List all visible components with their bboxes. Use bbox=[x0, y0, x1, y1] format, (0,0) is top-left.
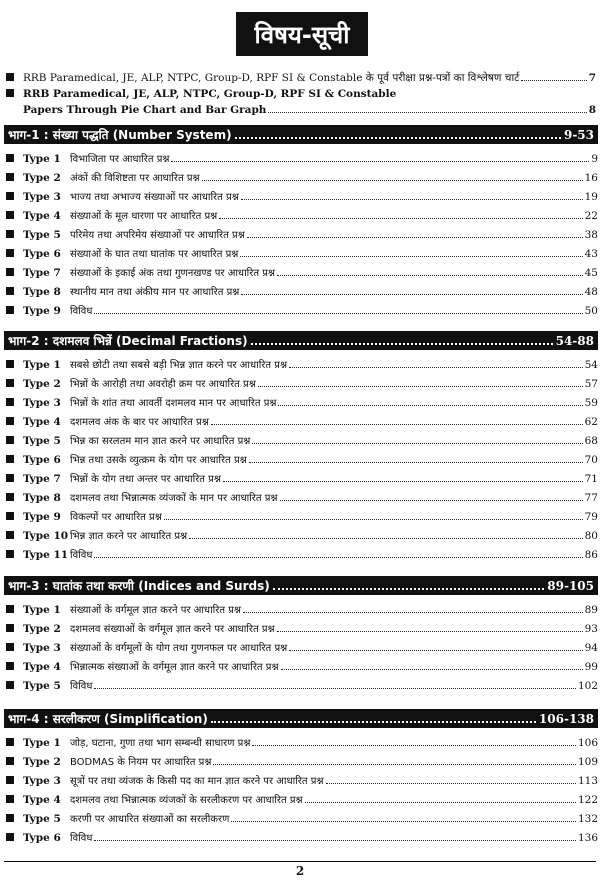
bullet-square-icon bbox=[6, 605, 14, 613]
toc-page: 93 bbox=[584, 623, 598, 635]
toc-type: Type 5 bbox=[23, 813, 61, 825]
leader-dots bbox=[94, 550, 582, 558]
toc-desc: सबसे छोटी तथा सबसे बड़ी भिन्न ज्ञात करने पर आधारित प्रश्न bbox=[70, 360, 288, 371]
toc-row bbox=[4, 470, 598, 489]
toc-desc: संख्याओं के घात तथा घातांक पर आधारित प्रश्न bbox=[70, 249, 239, 260]
toc-row bbox=[4, 413, 598, 432]
leader-dots bbox=[281, 662, 583, 670]
toc-page: 48 bbox=[584, 286, 598, 298]
bullet-square-icon bbox=[6, 306, 14, 314]
toc-row bbox=[4, 356, 598, 375]
leader-dots bbox=[202, 173, 583, 181]
toc-page: 109 bbox=[577, 756, 598, 768]
toc-page: 50 bbox=[584, 305, 598, 317]
toc-row bbox=[4, 772, 598, 791]
toc-page: 70 bbox=[584, 454, 598, 466]
toc-type: Type 1 bbox=[23, 153, 61, 165]
leader-dots bbox=[258, 379, 583, 387]
leader-dots bbox=[240, 249, 582, 257]
toc-row bbox=[4, 677, 598, 696]
section-title: भाग-2 : दशमलव भिन्नें (Decimal Fractions) bbox=[8, 334, 248, 348]
toc-page: 59 bbox=[584, 397, 598, 409]
toc-type: Type 2 bbox=[23, 623, 61, 635]
toc-row bbox=[4, 375, 598, 394]
toc-page: 136 bbox=[577, 832, 598, 844]
leader-dots bbox=[326, 776, 576, 784]
toc-page: 62 bbox=[584, 416, 598, 428]
section-title: भाग-3 : घातांक तथा करणी (Indices and Surds) bbox=[8, 579, 270, 593]
toc-type: Type 3 bbox=[23, 642, 61, 654]
toc-page: 132 bbox=[577, 813, 598, 825]
toc-type: Type 3 bbox=[23, 775, 61, 787]
leader-dots bbox=[251, 336, 553, 345]
toc-type: Type 6 bbox=[23, 454, 61, 466]
toc-desc: भिन्नों के योग तथा अन्तर पर आधारित प्रश्न bbox=[70, 474, 221, 485]
toc-row bbox=[4, 169, 598, 188]
toc-type: Type 2 bbox=[23, 756, 61, 768]
toc-page: 113 bbox=[577, 775, 598, 787]
leader-dots bbox=[189, 531, 583, 539]
toc-desc: दशमलव तथा भिन्नात्मक व्यंजकों के मान पर आधारित प्रश्न bbox=[70, 493, 278, 504]
leader-dots bbox=[305, 795, 576, 803]
leader-dots bbox=[219, 211, 582, 219]
toc-page: 68 bbox=[584, 435, 598, 447]
toc-desc: विविध bbox=[70, 306, 93, 317]
leader-dots bbox=[243, 605, 583, 613]
toc-type: Type 6 bbox=[23, 248, 61, 260]
toc-desc: विविध bbox=[70, 550, 93, 561]
bullet-square-icon bbox=[6, 173, 14, 181]
bullet-square-icon bbox=[6, 550, 14, 558]
toc-type: Type 9 bbox=[23, 305, 61, 317]
section-title: भाग-4 : सरलीकरण (Simplification) bbox=[8, 712, 208, 726]
leader-dots bbox=[252, 738, 576, 746]
leader-dots bbox=[249, 455, 583, 463]
section-range: 89-105 bbox=[547, 578, 594, 593]
toc-row bbox=[4, 283, 598, 302]
bullet-square-icon bbox=[6, 211, 14, 219]
leader-dots bbox=[94, 833, 576, 841]
toc-row bbox=[4, 394, 598, 413]
toc-type: Type 5 bbox=[23, 435, 61, 447]
section-header bbox=[4, 709, 598, 728]
bullet-square-icon bbox=[6, 662, 14, 670]
intro-page: 8 bbox=[588, 104, 596, 116]
toc-type: Type 6 bbox=[23, 832, 61, 844]
section-range: 9-53 bbox=[563, 127, 594, 142]
leader-dots bbox=[280, 493, 583, 501]
toc-desc: संख्याओं के इकाई अंक तथा गुणनखण्ड पर आधारित प्रश्न bbox=[70, 268, 275, 279]
bullet-square-icon bbox=[6, 230, 14, 238]
toc-page: 102 bbox=[577, 680, 598, 692]
intro-page: 7 bbox=[588, 72, 596, 84]
toc-desc: भाज्य तथा अभाज्य संख्याओं पर आधारित प्रश्न bbox=[70, 192, 239, 203]
section-decimal-fractions bbox=[4, 331, 598, 565]
toc-desc: संख्याओं के वर्गमूल ज्ञात करने पर आधारित प्रश्न bbox=[70, 605, 241, 616]
leader-dots bbox=[241, 192, 583, 200]
bullet-square-icon bbox=[6, 624, 14, 632]
leader-dots bbox=[521, 73, 586, 81]
section-header bbox=[4, 576, 598, 595]
toc-desc: जोड़, घटाना, गुणा तथा भाग सम्बन्धी साधारण प्रश्न bbox=[70, 738, 251, 749]
toc-page: 122 bbox=[577, 794, 598, 806]
toc-page: 19 bbox=[584, 191, 598, 203]
toc-desc: संख्याओं के वर्गमूलों के योग तथा गुणनफल पर आधारित प्रश्न bbox=[70, 643, 288, 654]
toc-row bbox=[4, 753, 598, 772]
leader-dots bbox=[171, 154, 589, 162]
toc-row bbox=[4, 150, 598, 169]
toc-type: Type 4 bbox=[23, 416, 61, 428]
toc-desc: भिन्न ज्ञात करने पर आधारित प्रश्न bbox=[70, 531, 188, 542]
toc-desc: दशमलव संख्याओं के वर्गमूल ज्ञात करने पर आधारित प्रश्न bbox=[70, 624, 275, 635]
toc-page: 94 bbox=[584, 642, 598, 654]
toc-type: Type 1 bbox=[23, 604, 61, 616]
leader-dots bbox=[213, 757, 576, 765]
leader-dots bbox=[94, 681, 576, 689]
section-simplification bbox=[4, 709, 598, 848]
toc-row bbox=[4, 226, 598, 245]
toc-desc: विविध bbox=[70, 833, 93, 844]
bullet-square-icon bbox=[6, 379, 14, 387]
bullet-square-icon bbox=[6, 531, 14, 539]
bullet-square-icon bbox=[6, 833, 14, 841]
toc-type: Type 4 bbox=[23, 661, 61, 673]
toc-page: 54 bbox=[584, 359, 598, 371]
toc-type: Type 1 bbox=[23, 737, 61, 749]
toc-desc: परिमेय तथा अपरिमेय संख्याओं पर आधारित प्रश्न bbox=[70, 230, 245, 241]
section-title: भाग-1 : संख्या पद्धति (Number System) bbox=[8, 128, 232, 142]
leader-dots bbox=[211, 417, 583, 425]
leader-dots bbox=[289, 643, 582, 651]
toc-row bbox=[4, 188, 598, 207]
toc-desc: BODMAS के नियम पर आधारित प्रश्न bbox=[70, 757, 212, 768]
toc-page: 99 bbox=[584, 661, 598, 673]
bullet-square-icon bbox=[6, 776, 14, 784]
toc-type: Type 3 bbox=[23, 397, 61, 409]
toc-row bbox=[4, 264, 598, 283]
toc-page: 86 bbox=[584, 549, 598, 561]
toc-desc: संख्याओं के मूल धारणा पर आधारित प्रश्न bbox=[70, 211, 218, 222]
bullet-square-icon bbox=[6, 643, 14, 651]
toc-type: Type 8 bbox=[23, 492, 61, 504]
toc-page: 71 bbox=[584, 473, 598, 485]
toc-row bbox=[4, 639, 598, 658]
toc-page: 79 bbox=[584, 511, 598, 523]
toc-type: Type 7 bbox=[23, 473, 61, 485]
toc-desc: भिन्नों के शांत तथा आवर्ती दशमलव मान पर आधारित प्रश्न bbox=[70, 398, 277, 409]
intro-item-papers-cont bbox=[6, 102, 596, 118]
section-header bbox=[4, 125, 598, 144]
toc-row bbox=[4, 245, 598, 264]
leader-dots bbox=[241, 287, 582, 295]
toc-desc: स्थानीय मान तथा अंकीय मान पर आधारित प्रश्न bbox=[70, 287, 240, 298]
toc-row bbox=[4, 829, 598, 848]
section-number-system bbox=[4, 125, 598, 321]
toc-type: Type 9 bbox=[23, 511, 61, 523]
toc-row bbox=[4, 601, 598, 620]
intro-text: RRB Paramedical, JE, ALP, NTPC, Group-D, RPF SI & Constable bbox=[23, 88, 397, 100]
toc-page: 45 bbox=[584, 267, 598, 279]
toc-page: 38 bbox=[584, 229, 598, 241]
bullet-square-icon bbox=[6, 757, 14, 765]
toc-row bbox=[4, 451, 598, 470]
leader-dots bbox=[164, 512, 583, 520]
toc-row bbox=[4, 432, 598, 451]
intro-list bbox=[6, 70, 596, 118]
bullet-square-icon bbox=[6, 398, 14, 406]
intro-item-papers bbox=[6, 86, 596, 102]
intro-item-analysis-chart bbox=[6, 70, 596, 86]
toc-desc: दशमलव अंक के बार पर आधारित प्रश्न bbox=[70, 417, 209, 428]
leader-dots bbox=[277, 624, 583, 632]
toc-type: Type 10 bbox=[23, 530, 69, 542]
toc-row bbox=[4, 734, 598, 753]
leader-dots bbox=[94, 306, 582, 314]
toc-desc: भिन्नात्मक संख्याओं के वर्गमूल ज्ञात करने पर आधारित प्रश्न bbox=[70, 662, 279, 673]
toc-row bbox=[4, 508, 598, 527]
toc-page: 80 bbox=[584, 530, 598, 542]
bullet-square-icon bbox=[6, 192, 14, 200]
bullet-square-icon bbox=[6, 73, 14, 81]
toc-row bbox=[4, 791, 598, 810]
bullet-square-icon bbox=[6, 814, 14, 822]
toc-desc: विविध bbox=[70, 681, 93, 692]
footer-rule bbox=[4, 861, 596, 862]
bullet-square-icon bbox=[6, 493, 14, 501]
intro-text: Papers Through Pie Chart and Bar Graph bbox=[23, 104, 267, 116]
toc-desc: करणी पर आधारित संख्याओं का सरलीकरण bbox=[70, 814, 230, 825]
section-header bbox=[4, 331, 598, 350]
toc-row bbox=[4, 207, 598, 226]
bullet-square-icon bbox=[6, 268, 14, 276]
toc-type: Type 4 bbox=[23, 794, 61, 806]
toc-page: 77 bbox=[584, 492, 598, 504]
toc-type: Type 3 bbox=[23, 191, 61, 203]
toc-type: Type 1 bbox=[23, 359, 61, 371]
toc-row bbox=[4, 527, 598, 546]
bullet-square-icon bbox=[6, 436, 14, 444]
leader-dots bbox=[223, 474, 583, 482]
toc-page: 9 bbox=[591, 153, 598, 165]
bullet-square-icon bbox=[6, 89, 14, 97]
toc-type: Type 5 bbox=[23, 229, 61, 241]
toc-type: Type 2 bbox=[23, 378, 61, 390]
toc-type: Type 2 bbox=[23, 172, 61, 184]
toc-row bbox=[4, 546, 598, 565]
toc-page: 22 bbox=[584, 210, 598, 222]
bullet-square-icon bbox=[6, 512, 14, 520]
toc-page: 57 bbox=[584, 378, 598, 390]
leader-dots bbox=[273, 581, 545, 590]
toc-desc: अंकों की विशिष्टता पर आधारित प्रश्न bbox=[70, 173, 200, 184]
bullet-square-icon bbox=[6, 360, 14, 368]
bullet-square-icon bbox=[6, 287, 14, 295]
toc-page: 16 bbox=[584, 172, 598, 184]
leader-dots bbox=[252, 436, 582, 444]
section-indices-surds bbox=[4, 576, 598, 696]
toc-desc: भिन्न का सरलतम मान ज्ञात करने पर आधारित प्रश्न bbox=[70, 436, 251, 447]
leader-dots bbox=[268, 105, 586, 113]
toc-desc: दशमलव तथा भिन्नात्मक व्यंजकों के सरलीकरण पर आधारित प्रश्न bbox=[70, 795, 303, 806]
bullet-square-icon bbox=[6, 249, 14, 257]
toc-page: 43 bbox=[584, 248, 598, 260]
bullet-square-icon bbox=[6, 474, 14, 482]
bullet-square-icon bbox=[6, 681, 14, 689]
leader-dots bbox=[289, 360, 583, 368]
page-number: 2 bbox=[295, 864, 305, 878]
leader-dots bbox=[211, 714, 536, 723]
toc-desc: विभाजिता पर आधारित प्रश्न bbox=[70, 154, 170, 165]
bullet-square-icon bbox=[6, 417, 14, 425]
toc-desc: भिन्न तथा उसके व्युत्क्रम के योग पर आधारित प्रश्न bbox=[70, 455, 247, 466]
toc-row bbox=[4, 489, 598, 508]
toc-desc: विकल्पों पर आधारित प्रश्न bbox=[70, 512, 162, 523]
toc-desc: सूत्रों पर तथा व्यंजक के किसी पद का मान ज्ञात करने पर आधारित प्रश्न bbox=[70, 776, 324, 787]
section-range: 54-88 bbox=[555, 333, 594, 348]
toc-page: 106 bbox=[577, 737, 598, 749]
page-title: विषय-सूची bbox=[236, 12, 368, 56]
bullet-square-icon bbox=[6, 455, 14, 463]
bullet-square-icon bbox=[6, 738, 14, 746]
leader-dots bbox=[235, 130, 561, 139]
toc-row bbox=[4, 302, 598, 321]
toc-type: Type 5 bbox=[23, 680, 61, 692]
toc-type: Type 8 bbox=[23, 286, 61, 298]
leader-dots bbox=[277, 268, 583, 276]
toc-type: Type 7 bbox=[23, 267, 61, 279]
toc-row bbox=[4, 658, 598, 677]
leader-dots bbox=[247, 230, 583, 238]
leader-dots bbox=[231, 814, 576, 822]
toc-row bbox=[4, 620, 598, 639]
toc-page: 89 bbox=[584, 604, 598, 616]
toc-desc: भिन्नों के आरोही तथा अवरोही क्रम पर आधारित प्रश्न bbox=[70, 379, 256, 390]
intro-text: RRB Paramedical, JE, ALP, NTPC, Group-D, RPF SI & Constable के पूर्व परीक्षा प्रश्न-पत्रों का विश्लेषण चार्ट bbox=[23, 72, 520, 84]
toc-type: Type 4 bbox=[23, 210, 61, 222]
bullet-square-icon bbox=[6, 795, 14, 803]
bullet-square-icon bbox=[6, 154, 14, 162]
leader-dots bbox=[278, 398, 582, 406]
toc-type: Type 11 bbox=[23, 549, 69, 561]
toc-row bbox=[4, 810, 598, 829]
section-range: 106-138 bbox=[538, 711, 594, 726]
